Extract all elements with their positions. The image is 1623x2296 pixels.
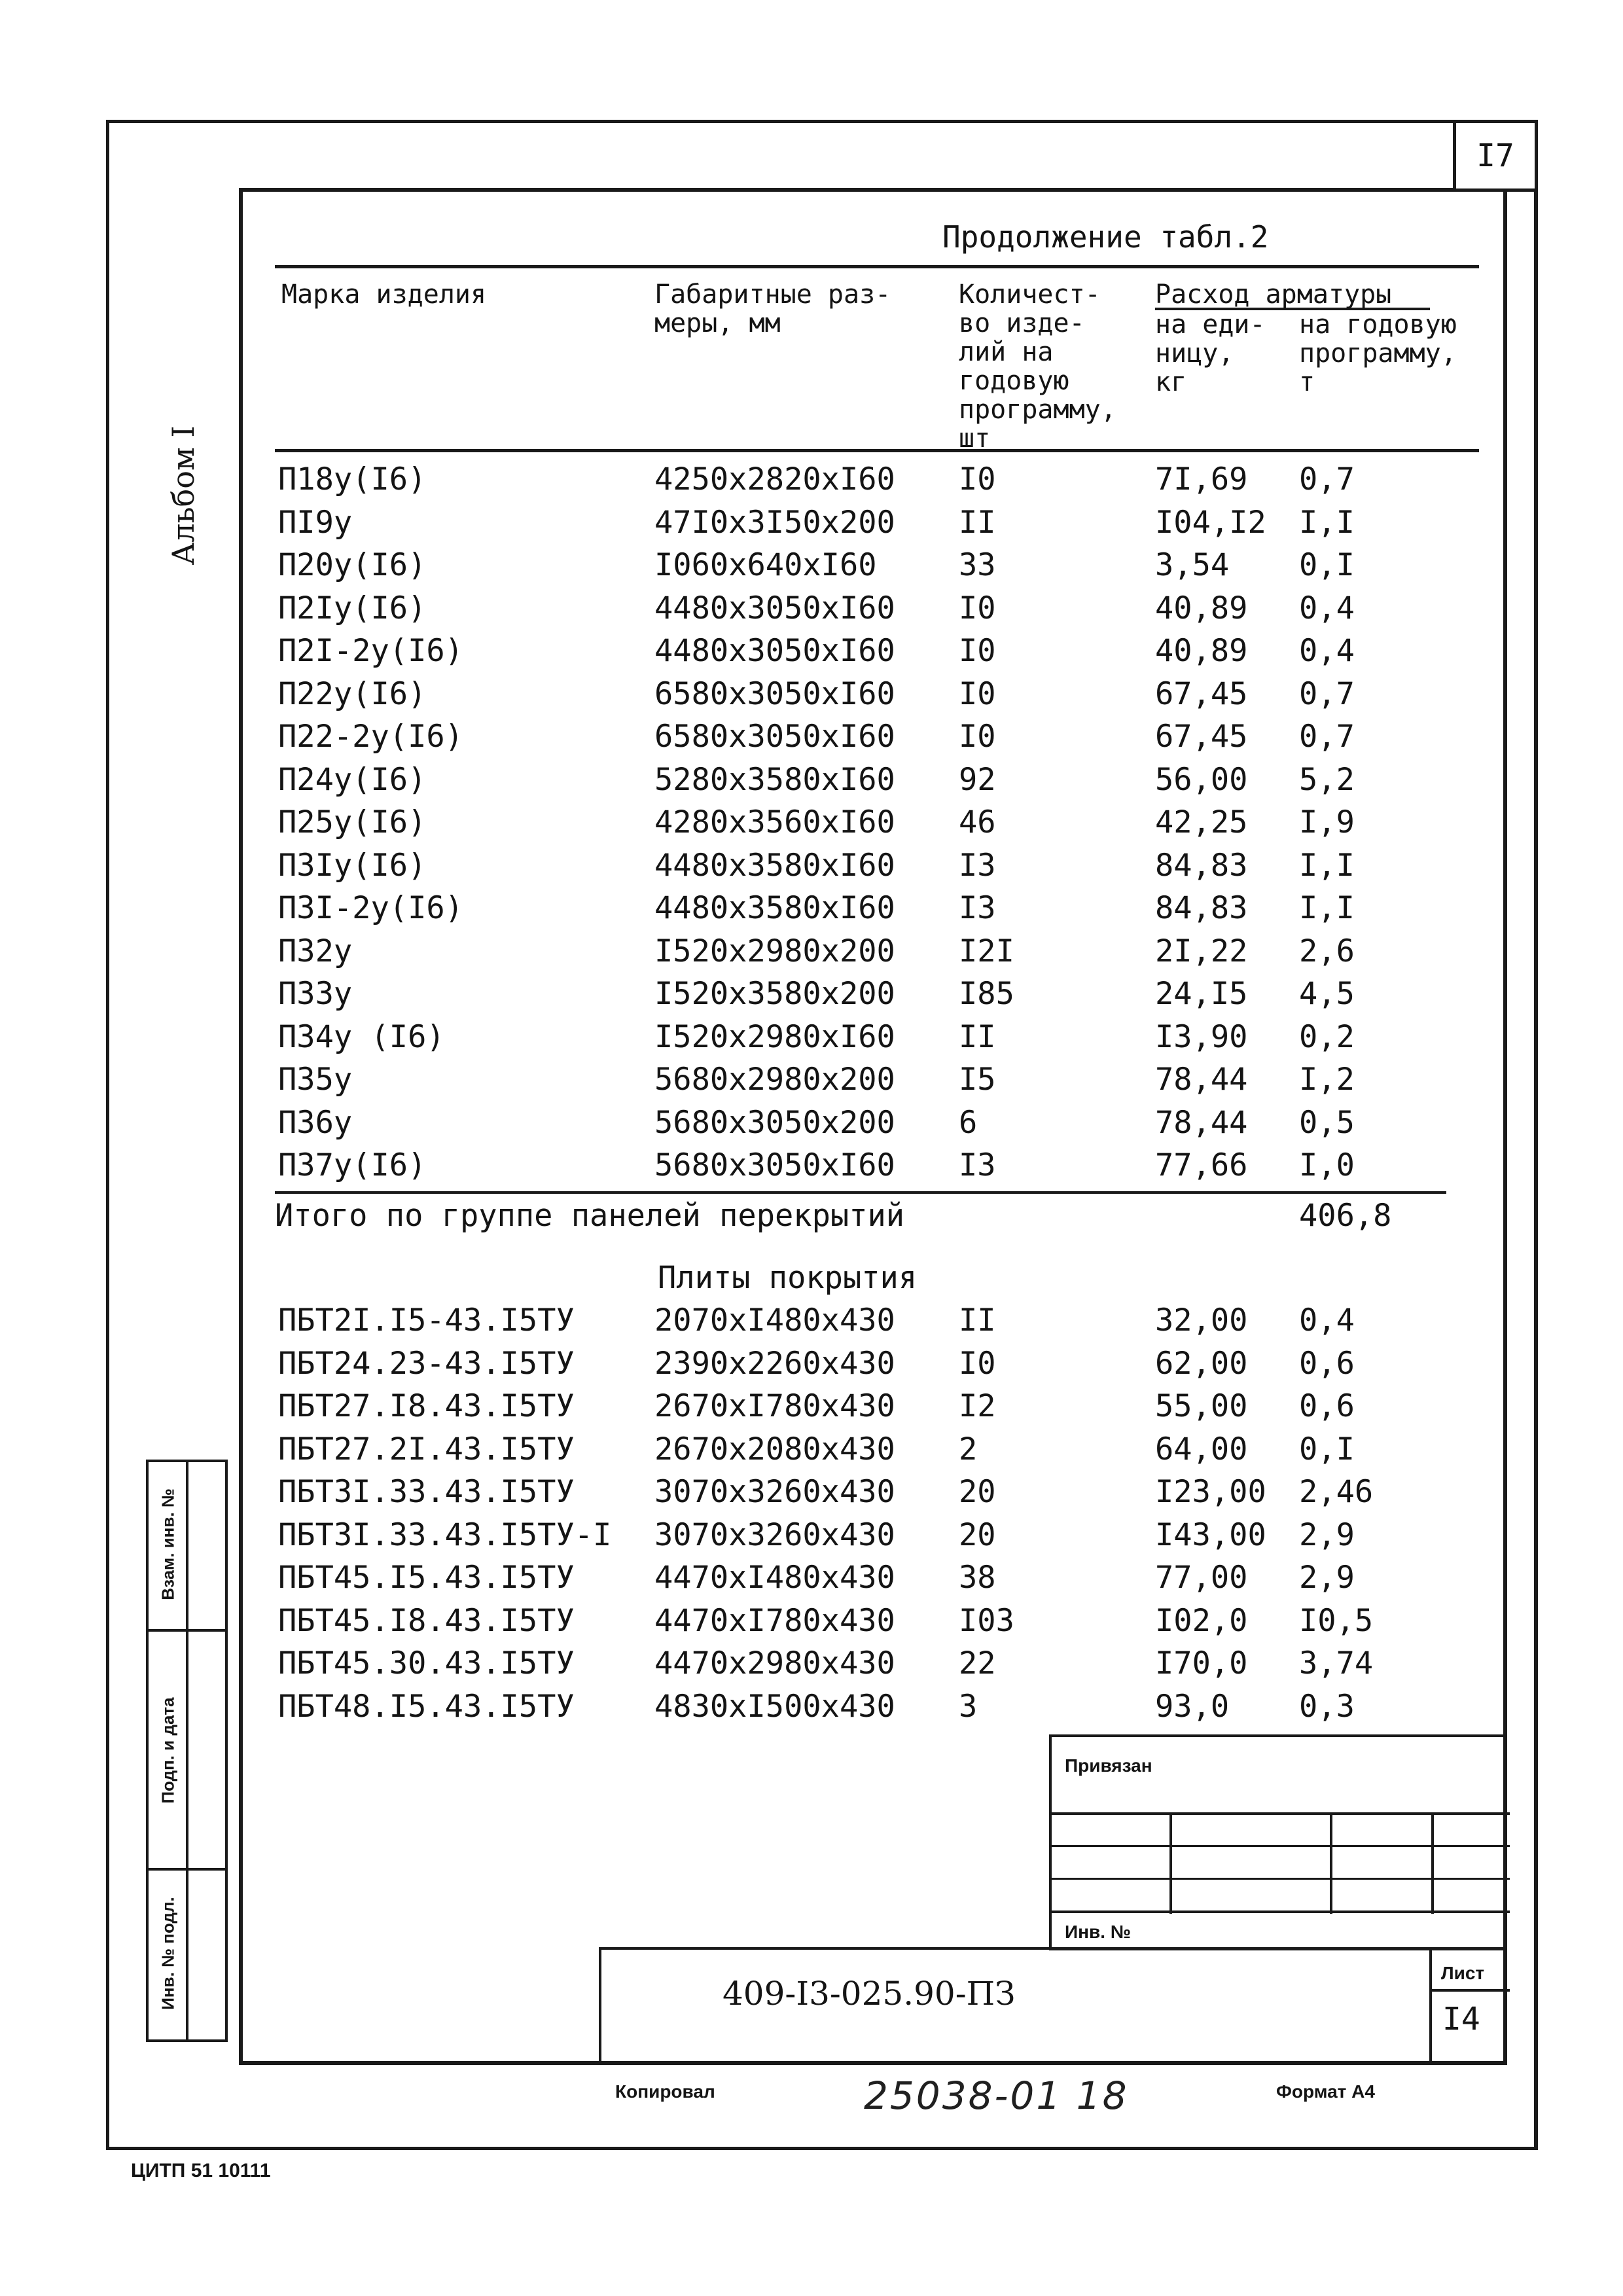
document-code: 409-I3-025.90-ПЗ [722, 1975, 1016, 2013]
table-row [0, 1062, 1623, 1103]
cell-per-unit: 77,00 [1155, 1560, 1248, 1596]
cell-mark: П3I-2у(I6) [278, 890, 463, 926]
cell-dimensions: 47I0x3I50x200 [654, 504, 895, 541]
side-vzam: Взам. инв. № [158, 1488, 178, 1600]
table-row [0, 1689, 1623, 1731]
cell-per-year: 0,4 [1299, 633, 1355, 669]
cell-mark: П20у(I6) [278, 547, 427, 583]
cell-quantity: I0 [959, 719, 996, 755]
cell-dimensions: 3070x3260x430 [654, 1516, 895, 1553]
cell-dimensions: 2670x2080x430 [654, 1431, 895, 1467]
cell-dimensions: 2390x2260x430 [654, 1345, 895, 1382]
cell-per-year: I0,5 [1299, 1602, 1374, 1639]
cell-mark: ПI9у [278, 504, 353, 541]
cell-quantity: I0 [959, 1345, 996, 1382]
cell-mark: ПБТ2I.I5-43.I5ТУ [278, 1302, 575, 1338]
table-row [0, 719, 1623, 761]
cell-per-year: 5,2 [1299, 761, 1355, 798]
table-row [0, 1603, 1623, 1645]
table-row [0, 1388, 1623, 1430]
cell-per-year: 0,7 [1299, 675, 1355, 712]
cell-per-year: I,I [1299, 890, 1355, 926]
cell-quantity: I03 [959, 1602, 1014, 1639]
table-row [0, 633, 1623, 675]
side-podp: Подп. и дата [158, 1697, 178, 1804]
cell-per-year: 4,5 [1299, 976, 1355, 1012]
side-stamp-rule-2 [149, 1868, 225, 1871]
cell-dimensions: I060x640xI60 [654, 547, 877, 583]
cell-dimensions: 4830xI500x430 [654, 1688, 895, 1725]
cell-quantity: I5 [959, 1062, 996, 1098]
cell-quantity: 20 [959, 1474, 996, 1510]
cell-quantity: I85 [959, 976, 1014, 1012]
header-rebar-group: Расход арматуры [1155, 279, 1392, 310]
cell-per-year: 0,4 [1299, 590, 1355, 626]
cell-per-unit: I04,I2 [1155, 504, 1266, 541]
cell-per-unit: 67,45 [1155, 719, 1248, 755]
cell-mark: ПБТ45.I8.43.I5ТУ [278, 1602, 575, 1639]
cell-per-year: 2,6 [1299, 933, 1355, 969]
binding-rule-2 [1052, 1845, 1510, 1847]
cell-per-unit: 64,00 [1155, 1431, 1248, 1467]
cell-dimensions: 3070x3260x430 [654, 1474, 895, 1510]
cell-per-unit: 40,89 [1155, 590, 1248, 626]
side-stamp-rule-1 [149, 1629, 225, 1632]
binding-col-2 [1330, 1812, 1332, 1914]
privyazan-label: Привязан [1065, 1755, 1152, 1776]
cell-quantity: I0 [959, 633, 996, 669]
cell-dimensions: 4280x3560xI60 [654, 804, 895, 840]
cell-dimensions: 4470xI780x430 [654, 1602, 895, 1639]
table-row [0, 804, 1623, 846]
cell-dimensions: 4470x2980x430 [654, 1645, 895, 1681]
cell-mark: ПБТ48.I5.43.I5ТУ [278, 1688, 575, 1725]
side-inv-podl: Инв. № подл. [158, 1897, 178, 2010]
table-row [0, 976, 1623, 1018]
cell-per-year: 2,9 [1299, 1516, 1355, 1553]
cell-quantity: I3 [959, 1147, 996, 1183]
cell-per-unit: 62,00 [1155, 1345, 1248, 1382]
table-row [0, 676, 1623, 718]
continuation-label: Продолжение табл.2 [942, 219, 1269, 255]
cell-quantity: I3 [959, 847, 996, 884]
cell-mark: П22-2у(I6) [278, 719, 463, 755]
page-number: I7 [1453, 120, 1538, 192]
cell-per-unit: 67,45 [1155, 675, 1248, 712]
cell-dimensions: 5680x2980x200 [654, 1062, 895, 1098]
table-row [0, 1346, 1623, 1388]
cell-per-year: 2,46 [1299, 1474, 1374, 1510]
cell-dimensions: 4470xI480x430 [654, 1560, 895, 1596]
total-rule [275, 1191, 1446, 1194]
cell-per-year: 0,4 [1299, 1302, 1355, 1338]
cell-quantity: I3 [959, 890, 996, 926]
cell-per-unit: I23,00 [1155, 1474, 1266, 1510]
cell-dimensions: 4480x3580xI60 [654, 890, 895, 926]
copied-label: Копировал [615, 2081, 715, 2102]
cell-per-unit: 78,44 [1155, 1062, 1248, 1098]
cell-mark: П37у(I6) [278, 1147, 427, 1183]
side-stamp [146, 1460, 228, 2042]
album-label: Альбом I [166, 425, 201, 565]
table-row [0, 1147, 1623, 1189]
total-value: 406,8 [1299, 1198, 1392, 1234]
cell-per-year: 0,6 [1299, 1388, 1355, 1424]
cell-quantity: 38 [959, 1560, 996, 1596]
cell-quantity: 20 [959, 1516, 996, 1553]
cell-per-unit: 40,89 [1155, 633, 1248, 669]
cell-mark: ПБТ27.2I.43.I5ТУ [278, 1431, 575, 1467]
header-quantity: Количест- во изде- лий на годовую программу, шт [959, 279, 1116, 454]
cell-dimensions: 4250x2820xI60 [654, 461, 895, 497]
table-top-rule [275, 265, 1479, 268]
cell-dimensions: 5680x3050xI60 [654, 1147, 895, 1183]
cell-dimensions: 5680x3050x200 [654, 1104, 895, 1141]
cell-quantity: 92 [959, 761, 996, 798]
cell-per-year: I,I [1299, 504, 1355, 541]
title-block [599, 1947, 1507, 2065]
header-dimensions: Габаритные раз- меры, мм [654, 279, 891, 338]
sheet-rule [1429, 1989, 1510, 1992]
format-label: Формат А4 [1276, 2081, 1375, 2102]
cell-quantity: I0 [959, 675, 996, 712]
cell-per-year: 0,7 [1299, 719, 1355, 755]
header-per-year: на годовую программу, т [1299, 310, 1457, 397]
table-row [0, 1105, 1623, 1147]
cell-mark: ПБТ27.I8.43.I5ТУ [278, 1388, 575, 1424]
cell-quantity: 6 [959, 1104, 978, 1141]
cell-per-unit: 56,00 [1155, 761, 1248, 798]
cell-per-unit: 93,0 [1155, 1688, 1230, 1725]
cell-per-unit: I02,0 [1155, 1602, 1248, 1639]
title-block-divider [1429, 1950, 1432, 2065]
cell-mark: П32у [278, 933, 353, 969]
handwritten-number: 25038-01 18 [864, 2073, 1129, 2118]
cell-mark: П36у [278, 1104, 353, 1141]
cell-quantity: II [959, 1302, 996, 1338]
cell-per-year: I,I [1299, 847, 1355, 884]
cell-quantity: 22 [959, 1645, 996, 1681]
table-header-rule [275, 449, 1479, 452]
cell-per-year: 0,2 [1299, 1018, 1355, 1055]
table-row [0, 547, 1623, 589]
binding-col-1 [1169, 1812, 1172, 1914]
subheading-roof-slabs: Плиты покрытия [658, 1260, 918, 1296]
table-row [0, 1431, 1623, 1473]
cell-per-year: 0,I [1299, 1431, 1355, 1467]
binding-rule-3 [1052, 1878, 1510, 1880]
cell-per-unit: 32,00 [1155, 1302, 1248, 1338]
table-row [0, 1302, 1623, 1344]
cell-per-unit: I70,0 [1155, 1645, 1248, 1681]
cell-dimensions: 2670xI780x430 [654, 1388, 895, 1424]
cell-mark: ПБТ3I.33.43.I5ТУ-I [278, 1516, 612, 1553]
cell-mark: ПБТ24.23-43.I5ТУ [278, 1345, 575, 1382]
cell-mark: ПБТ45.I5.43.I5ТУ [278, 1560, 575, 1596]
cell-per-year: 0,I [1299, 547, 1355, 583]
cell-per-unit: 55,00 [1155, 1388, 1248, 1424]
cell-per-unit: 42,25 [1155, 804, 1248, 840]
cell-mark: П25у(I6) [278, 804, 427, 840]
binding-rule-4 [1052, 1910, 1510, 1913]
cell-mark: П22у(I6) [278, 675, 427, 712]
header-mark: Марка изделия [281, 279, 487, 310]
cell-dimensions: 5280x3580xI60 [654, 761, 895, 798]
cell-mark: П18у(I6) [278, 461, 427, 497]
side-stamp-divider [186, 1462, 188, 2039]
cell-quantity: I2I [959, 933, 1014, 969]
cell-per-year: 0,6 [1299, 1345, 1355, 1382]
cell-dimensions: 4480x3050xI60 [654, 633, 895, 669]
table-row [0, 890, 1623, 932]
cell-per-unit: I43,00 [1155, 1516, 1266, 1553]
cell-mark: П3Iу(I6) [278, 847, 427, 884]
cell-dimensions: 2070xI480x430 [654, 1302, 895, 1338]
cell-per-unit: 84,83 [1155, 890, 1248, 926]
cell-mark: П35у [278, 1062, 353, 1098]
table-row [0, 762, 1623, 804]
cell-per-unit: 84,83 [1155, 847, 1248, 884]
cell-per-year: 2,9 [1299, 1560, 1355, 1596]
cell-quantity: I0 [959, 590, 996, 626]
cell-quantity: 2 [959, 1431, 978, 1467]
cell-per-unit: I3,90 [1155, 1018, 1248, 1055]
cell-quantity: II [959, 504, 996, 541]
cell-quantity: 46 [959, 804, 996, 840]
table-row [0, 1019, 1623, 1061]
cell-quantity: II [959, 1018, 996, 1055]
sheet-label: Лист [1441, 1963, 1485, 1983]
cell-per-year: I,2 [1299, 1062, 1355, 1098]
cell-quantity: 3 [959, 1688, 978, 1725]
cell-dimensions: 4480x3580xI60 [654, 847, 895, 884]
table-row [0, 461, 1623, 503]
total-label: Итого по группе панелей перекрытий [275, 1198, 905, 1234]
cell-per-unit: 78,44 [1155, 1104, 1248, 1141]
table-row [0, 1560, 1623, 1602]
cell-per-year: I,0 [1299, 1147, 1355, 1183]
cell-per-unit: 2I,22 [1155, 933, 1248, 969]
table-row [0, 590, 1623, 632]
cell-per-unit: 7I,69 [1155, 461, 1248, 497]
table-row [0, 933, 1623, 975]
cell-dimensions: I520x2980xI60 [654, 1018, 895, 1055]
table-row [0, 505, 1623, 547]
inv-no-label: Инв. № [1065, 1922, 1132, 1942]
cell-mark: ПБТ3I.33.43.I5ТУ [278, 1474, 575, 1510]
cell-dimensions: I520x2980x200 [654, 933, 895, 969]
cell-dimensions: I520x3580x200 [654, 976, 895, 1012]
binding-col-3 [1431, 1812, 1434, 1914]
cell-quantity: I2 [959, 1388, 996, 1424]
cell-per-unit: 24,I5 [1155, 976, 1248, 1012]
cell-dimensions: 4480x3050xI60 [654, 590, 895, 626]
cell-per-unit: 77,66 [1155, 1147, 1248, 1183]
table-row [0, 1645, 1623, 1687]
cell-per-year: 3,74 [1299, 1645, 1374, 1681]
cell-mark: П2I-2у(I6) [278, 633, 463, 669]
cell-mark: П24у(I6) [278, 761, 427, 798]
cell-per-year: 0,5 [1299, 1104, 1355, 1141]
printer-mark: ЦИТП 51 10111 [131, 2160, 271, 2181]
header-per-unit: на еди- ницу, кг [1155, 310, 1266, 397]
cell-quantity: 33 [959, 547, 996, 583]
cell-mark: ПБТ45.30.43.I5ТУ [278, 1645, 575, 1681]
sheet-value: I4 [1442, 2001, 1480, 2037]
cell-dimensions: 6580x3050xI60 [654, 719, 895, 755]
cell-dimensions: 6580x3050xI60 [654, 675, 895, 712]
table-row [0, 1474, 1623, 1516]
table-row [0, 848, 1623, 889]
binding-stamp [1049, 1734, 1507, 1950]
cell-per-year: 0,3 [1299, 1688, 1355, 1725]
cell-per-year: 0,7 [1299, 461, 1355, 497]
cell-per-unit: 3,54 [1155, 547, 1230, 583]
cell-mark: П2Iу(I6) [278, 590, 427, 626]
cell-quantity: I0 [959, 461, 996, 497]
cell-per-year: I,9 [1299, 804, 1355, 840]
table-row [0, 1517, 1623, 1559]
cell-mark: П34у (I6) [278, 1018, 445, 1055]
cell-mark: П33у [278, 976, 353, 1012]
binding-rule-1 [1052, 1812, 1510, 1815]
